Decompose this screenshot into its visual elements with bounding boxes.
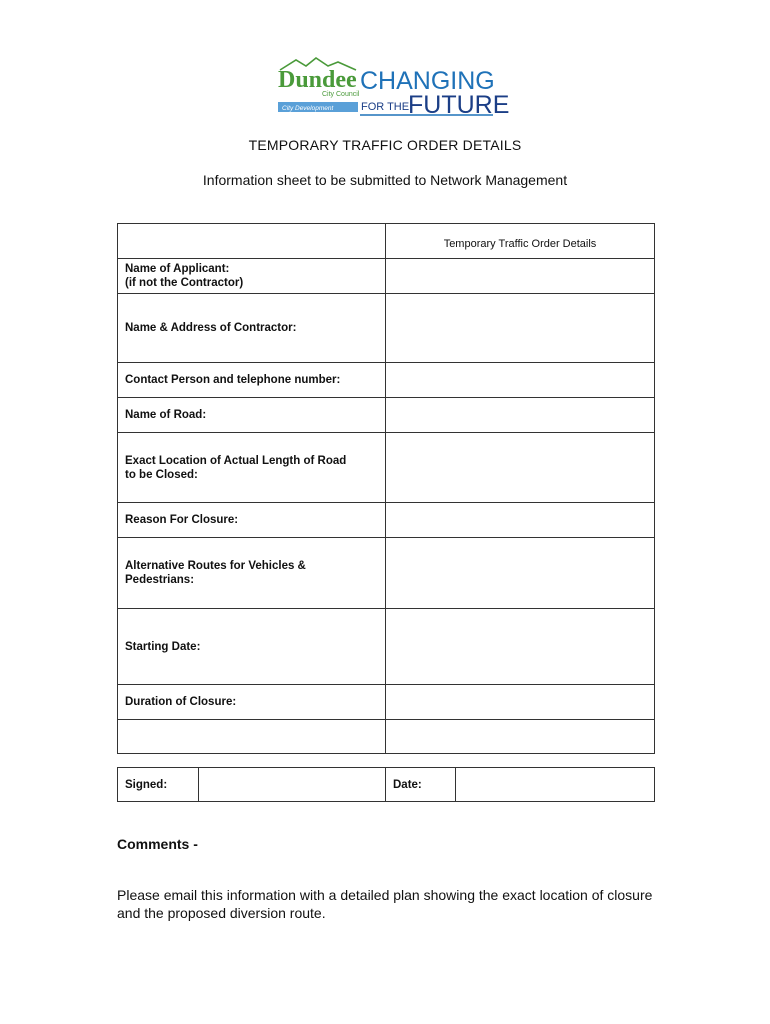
blank-value-cell[interactable] — [386, 720, 655, 754]
alternative-routes-field[interactable] — [386, 538, 655, 609]
applicant-label-line2: (if not the Contractor) — [125, 277, 244, 289]
applicant-label-line1: Name of Applicant: — [125, 263, 230, 275]
date-label: Date: — [386, 768, 456, 802]
duration-field[interactable] — [386, 685, 655, 720]
duration-label — [118, 685, 386, 720]
logo-strip-text: City Development — [282, 105, 334, 112]
document-title: TEMPORARY TRAFFIC ORDER DETAILS — [248, 137, 522, 153]
header-label: Temporary Traffic Order Details — [386, 224, 655, 259]
row-name-of-applicant — [118, 259, 655, 294]
location-label — [118, 433, 386, 503]
reason-label — [118, 503, 386, 538]
table-header-row — [118, 224, 655, 259]
contractor-field[interactable] — [386, 294, 655, 363]
alternative-routes-label — [118, 538, 386, 609]
row-contact-person — [118, 363, 655, 398]
reason-label-line1: Reason For Closure: — [125, 514, 239, 526]
logo-council: City Council — [322, 91, 360, 98]
contact-field[interactable] — [386, 363, 655, 398]
road-name-label-line1: Name of Road: — [125, 409, 207, 421]
starting-date-field[interactable] — [386, 609, 655, 685]
blank-label-cell[interactable] — [118, 720, 386, 754]
alternative-routes-label-line1: Alternative Routes for Vehicles & — [125, 560, 306, 572]
contractor-label — [118, 294, 386, 363]
road-name-field[interactable] — [386, 398, 655, 433]
row-starting-date — [118, 609, 655, 685]
signed-label: Signed: — [118, 768, 199, 802]
road-name-label — [118, 398, 386, 433]
location-label-line1: Exact Location of Actual Length of Road — [125, 454, 347, 467]
logo-name: Dundee — [278, 67, 357, 93]
row-contractor — [118, 294, 655, 363]
duration-label-line1: Duration of Closure: — [125, 696, 237, 708]
logo-slogan-for: FOR THE — [361, 101, 410, 113]
location-field[interactable] — [386, 433, 655, 503]
date-field[interactable] — [456, 768, 655, 802]
logo-slogan-top: CHANGING — [360, 67, 495, 95]
row-blank — [118, 720, 655, 754]
starting-date-label — [118, 609, 386, 685]
contractor-label-line1: Name & Address of Contractor: — [125, 322, 297, 334]
row-duration — [118, 685, 655, 720]
starting-date-label-line1: Starting Date: — [125, 640, 201, 653]
traffic-order-form-table — [117, 223, 655, 754]
row-exact-location — [118, 433, 655, 503]
logo-slogan-bottom: FUTURE — [408, 91, 510, 119]
contact-label-line1: Contact Person and telephone number: — [125, 374, 341, 386]
submission-instruction: Please email this information with a detailed plan showing the exact location of closure and the proposed diversion route. — [117, 887, 653, 921]
signed-field[interactable] — [199, 768, 386, 802]
comments-heading: Comments - — [117, 836, 198, 852]
row-alternative-routes — [118, 538, 655, 609]
logo-graphic — [276, 52, 510, 120]
header-empty-cell — [118, 224, 386, 259]
reason-field[interactable] — [386, 503, 655, 538]
applicant-label — [118, 259, 386, 294]
contact-label — [118, 363, 386, 398]
signature-row — [118, 768, 655, 802]
row-reason — [118, 503, 655, 538]
applicant-field[interactable] — [386, 259, 655, 294]
row-name-of-road — [118, 398, 655, 433]
alternative-routes-label-line2: Pedestrians: — [125, 574, 195, 586]
signature-table — [117, 767, 655, 802]
document-subtitle: Information sheet to be submitted to Network Management — [202, 172, 568, 188]
location-label-line2: to be Closed: — [125, 468, 198, 481]
dundee-changing-the-future-logo — [276, 52, 510, 120]
